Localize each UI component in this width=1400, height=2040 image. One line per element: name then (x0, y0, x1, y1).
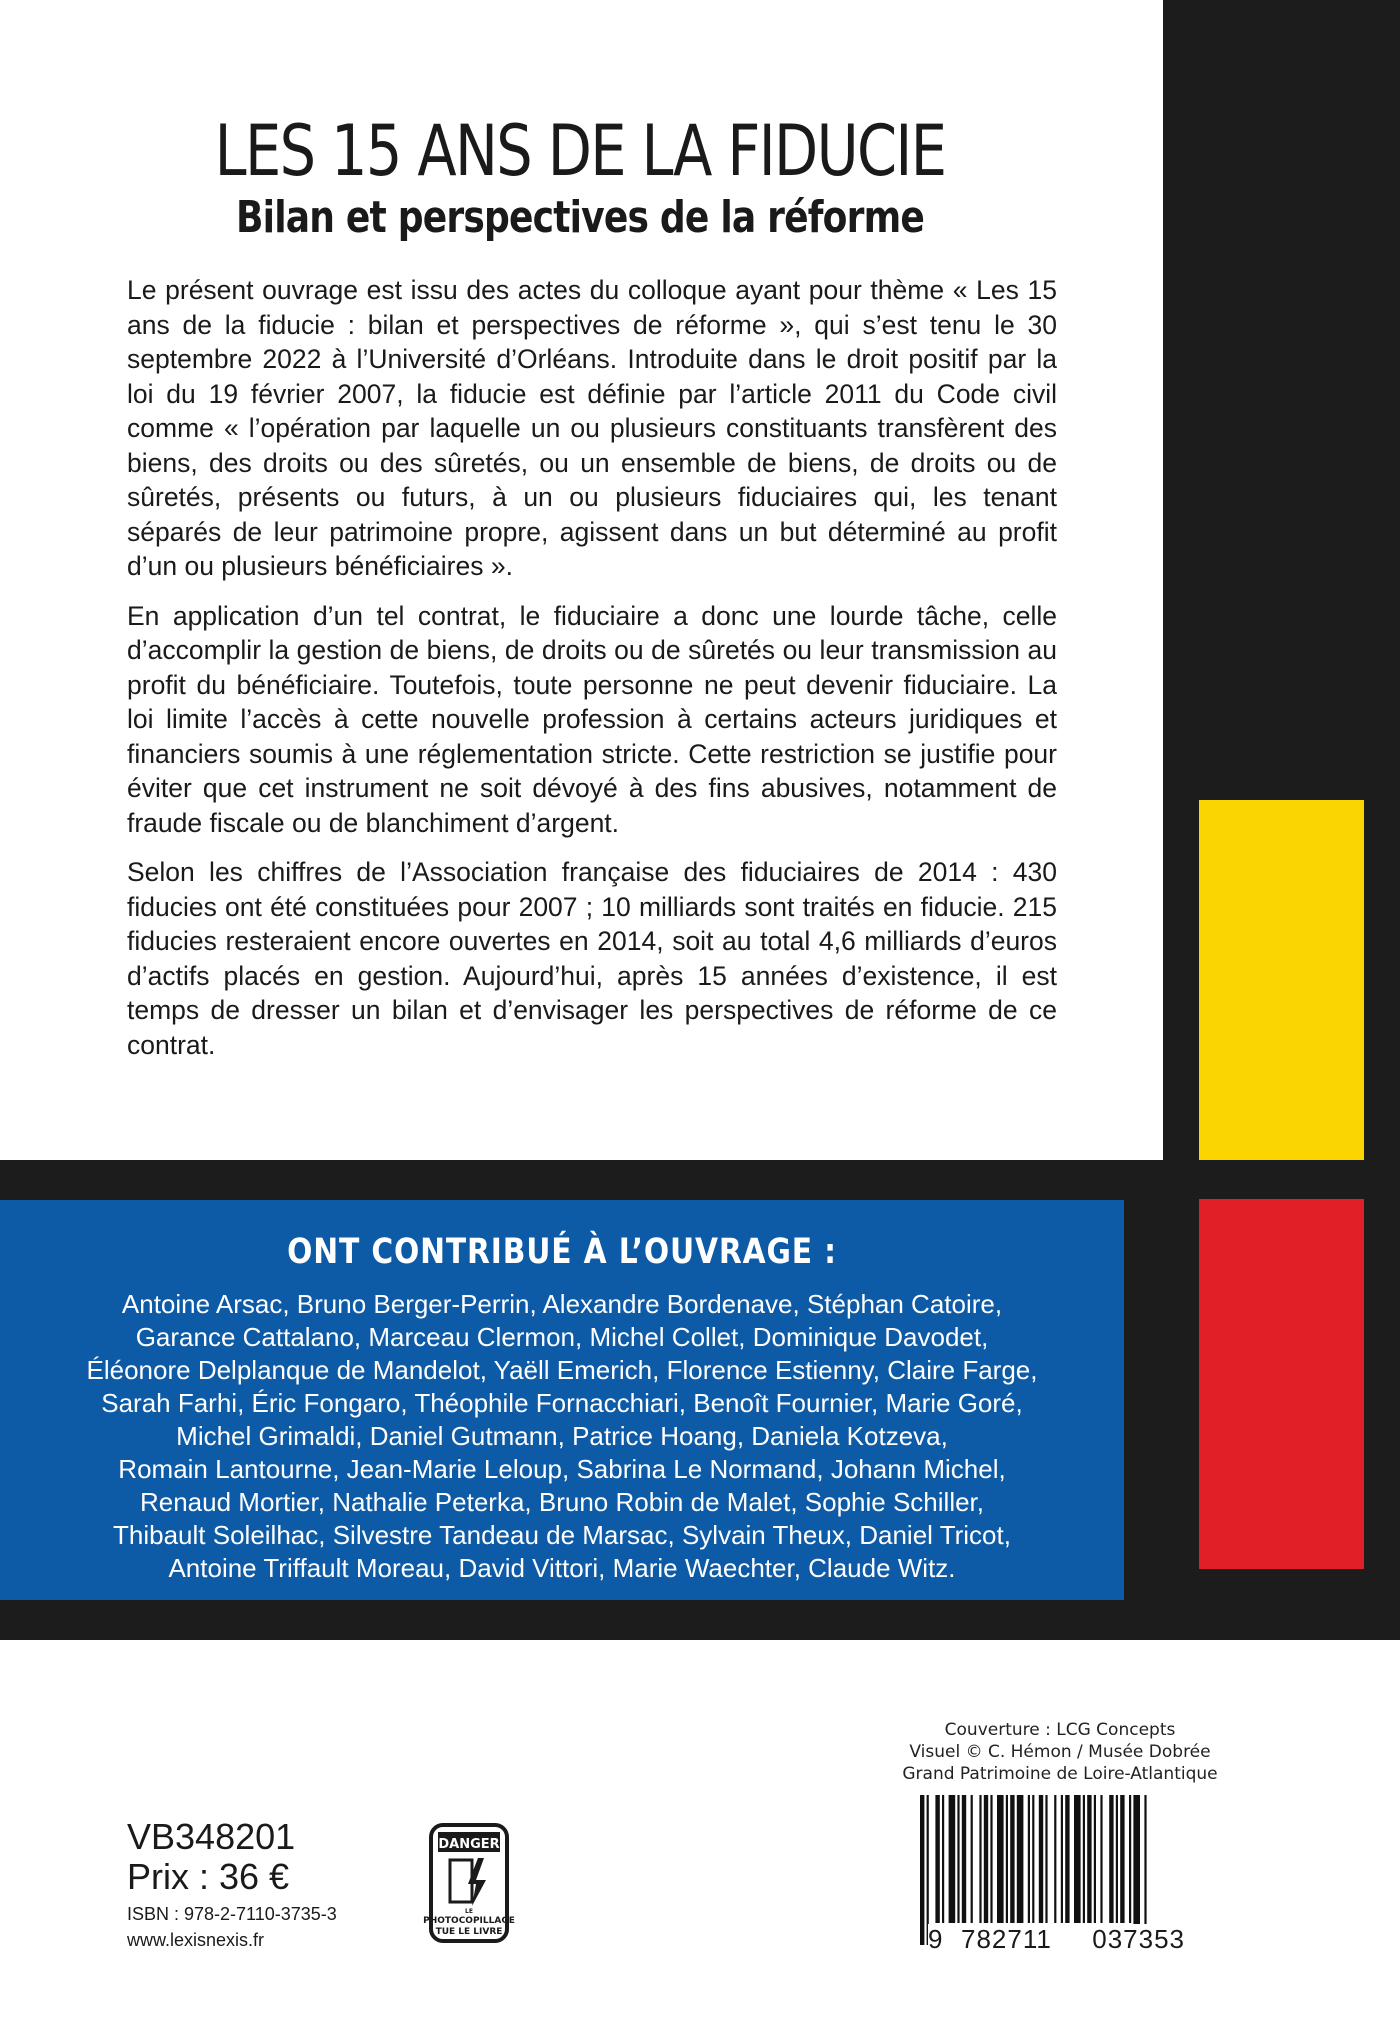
contributors-list (40, 1288, 1084, 1585)
book-title: LES 15 ANS DE LA FIDUCIE (214, 110, 946, 192)
contributors-box (0, 1200, 1124, 1600)
barcode-bar (997, 1795, 1004, 1923)
danger-photocopillage-logo (423, 1822, 515, 1944)
barcode-bar (1116, 1795, 1118, 1923)
barcode-bar (1028, 1795, 1030, 1923)
barcode-bar (949, 1795, 956, 1923)
product-reference: VB348201 (127, 1816, 296, 1857)
barcode-bar (927, 1795, 929, 1945)
contributors-line: Garance Cattalano, Marceau Clermon, Michel Collet, Dominique Davodet, (135, 1322, 989, 1352)
barcode-first-digit: 9 (928, 1924, 943, 1954)
contributors-line: Michel Grimaldi, Daniel Gutmann, Patrice Hoang, Daniela Kotzeva, (176, 1421, 948, 1451)
barcode-bar (1087, 1795, 1091, 1923)
contributors-line: Renaud Mortier, Nathalie Peterka, Bruno Robin de Malet, Sophie Schiller, (139, 1487, 985, 1517)
contributors-line: Thibault Soleilhac, Silvestre Tandeau de Marsac, Sylvain Theux, Daniel Tricot, (113, 1520, 1011, 1550)
black-band-top (0, 1160, 1400, 1200)
barcode-bar (1083, 1795, 1085, 1923)
danger-line2: TUE LE LIVRE (435, 1927, 503, 1937)
red-block (1199, 1199, 1364, 1569)
barcode-bar (1109, 1795, 1113, 1923)
barcode-bar (971, 1795, 973, 1923)
contributors-line: Romain Lantourne, Jean-Marie Leloup, Sabrina Le Normand, Johann Michel, (118, 1454, 1006, 1484)
paragraph-3: Selon les chiffres de l’Association française des fiduciaires de 2014 : 430 fiducies ont été constituées pour 2007 ; 10 milliards sont traités en fiducie. 215 fiducies resteraient encore ouvertes en 2014, soit au total 4,6 milliards d’euros d’actifs placés en gestion. Aujourd’hui, après 15 années d’existence, il est temps de dresser un bilan et d’envisager les perspectives de réforme de ce contrat. (127, 857, 1057, 1060)
danger-label: DANGER (438, 1837, 500, 1852)
barcode-bar (990, 1795, 992, 1923)
barcode-digits (958, 1924, 1188, 1955)
credit-line: Grand Patrimoine de Loire-Atlantique (902, 1764, 1218, 1784)
credit-line: Couverture : LCG Concepts (944, 1720, 1176, 1740)
contributors-line: Antoine Arsac, Bruno Berger-Perrin, Alexandre Bordenave, Stéphan Catoire, (121, 1289, 1003, 1319)
barcode-bar (1074, 1795, 1081, 1923)
barcode-bar (1061, 1795, 1063, 1923)
black-band-bottom (0, 1600, 1400, 1640)
website-link[interactable]: www.lexisnexis.fr (127, 1930, 265, 1950)
price-block (127, 1817, 337, 1953)
isbn: ISBN : 978-2-7110-3735-3 (127, 1904, 337, 1924)
danger-line1: PHOTOCOPILLAGE (423, 1916, 515, 1926)
barcode-bar (957, 1795, 959, 1923)
contributors-line: Éléonore Delplanque de Mandelot, Yaëll Emerich, Florence Estienny, Claire Farge, (86, 1355, 1038, 1385)
credit-line: Visuel © C. Hémon / Musée Dobrée (909, 1742, 1211, 1762)
barcode-bar (1133, 1795, 1140, 1945)
barcode-group-2: 037353 (1089, 1924, 1188, 1955)
price: Prix : 36 € (127, 1856, 290, 1897)
barcode-bar (1144, 1795, 1146, 1945)
paragraph-2: En application d’un tel contrat, le fiduciaire a donc une lourde tâche, celle d’accomplir la gestion de biens, de droits ou de sûretés ou leur transmission au profit du bénéficiaire. Toutefois, toute personne ne peut devenir fiduciaire. La loi limite l’accès à cette nouvelle profession à certains acteurs juridiques et financiers soumis à une réglementation stricte. Cette restriction se justifie pour éviter que cet instrument ne soit dévoyé à des fins abusives, notamment de fraude fiscale ou de blanchiment d’argent. (127, 600, 1057, 838)
barcode-bar (920, 1795, 924, 1945)
barcode-bar (1065, 1795, 1069, 1923)
barcode-bar (1054, 1795, 1056, 1923)
cover-credits (900, 1719, 1220, 1785)
yellow-block (1199, 800, 1364, 1160)
book-subtitle: Bilan et perspectives de la réforme (235, 192, 925, 243)
danger-le: LE (465, 1908, 473, 1915)
barcode-bar (942, 1795, 944, 1923)
barcode-bar (984, 1795, 988, 1923)
barcode-bar (1045, 1795, 1047, 1923)
paragraph-1: Le présent ouvrage est issu des actes du colloque ayant pour thème « Les 15 ans de la fiducie : bilan et perspectives de réforme », qui s’est tenu le 30 septembre 2022 à l’Université d’Orléans. Introduite dans le droit positif par la loi du 19 février 2007, la fiducie est définie par l’article 2011 du Code civil comme « l’opération par laquelle un ou plusieurs constituants transfèrent des biens, des droits ou des sûretés, ou un ensemble de biens, de droits ou de sûretés, présents ou futurs, à un ou plusieurs fiduciaires qui, les tenant séparés de leur patrimoine propre, agissent dans un but déterminé au profit d’un ou plusieurs bénéficiaires ». (127, 275, 1057, 581)
barcode-bar (1039, 1795, 1043, 1923)
contributors-line: Sarah Farhi, Éric Fongaro, Théophile Fornacchiari, Benoît Fournier, Marie Goré, (101, 1388, 1023, 1418)
barcode-group-1: 782711 (958, 1924, 1055, 1955)
contributors-line: Antoine Triffault Moreau, David Vittori, Marie Waechter, Claude Witz. (168, 1553, 956, 1583)
back-cover-text (127, 273, 1057, 1077)
contributors-heading: ONT CONTRIBUÉ À L’OUVRAGE : (287, 1232, 837, 1272)
barcode-bar (962, 1795, 966, 1923)
barcode-bar (1129, 1795, 1131, 1923)
barcode-bar (1094, 1795, 1096, 1923)
barcode-bar (1100, 1795, 1102, 1923)
barcode-bar (1017, 1795, 1024, 1923)
barcode-bar (1120, 1795, 1124, 1923)
barcode-bar (1010, 1795, 1014, 1923)
barcode-bar (979, 1795, 981, 1923)
barcode-bar (1006, 1795, 1008, 1923)
barcode-bar (1032, 1795, 1034, 1923)
barcode-bar (935, 1795, 939, 1923)
